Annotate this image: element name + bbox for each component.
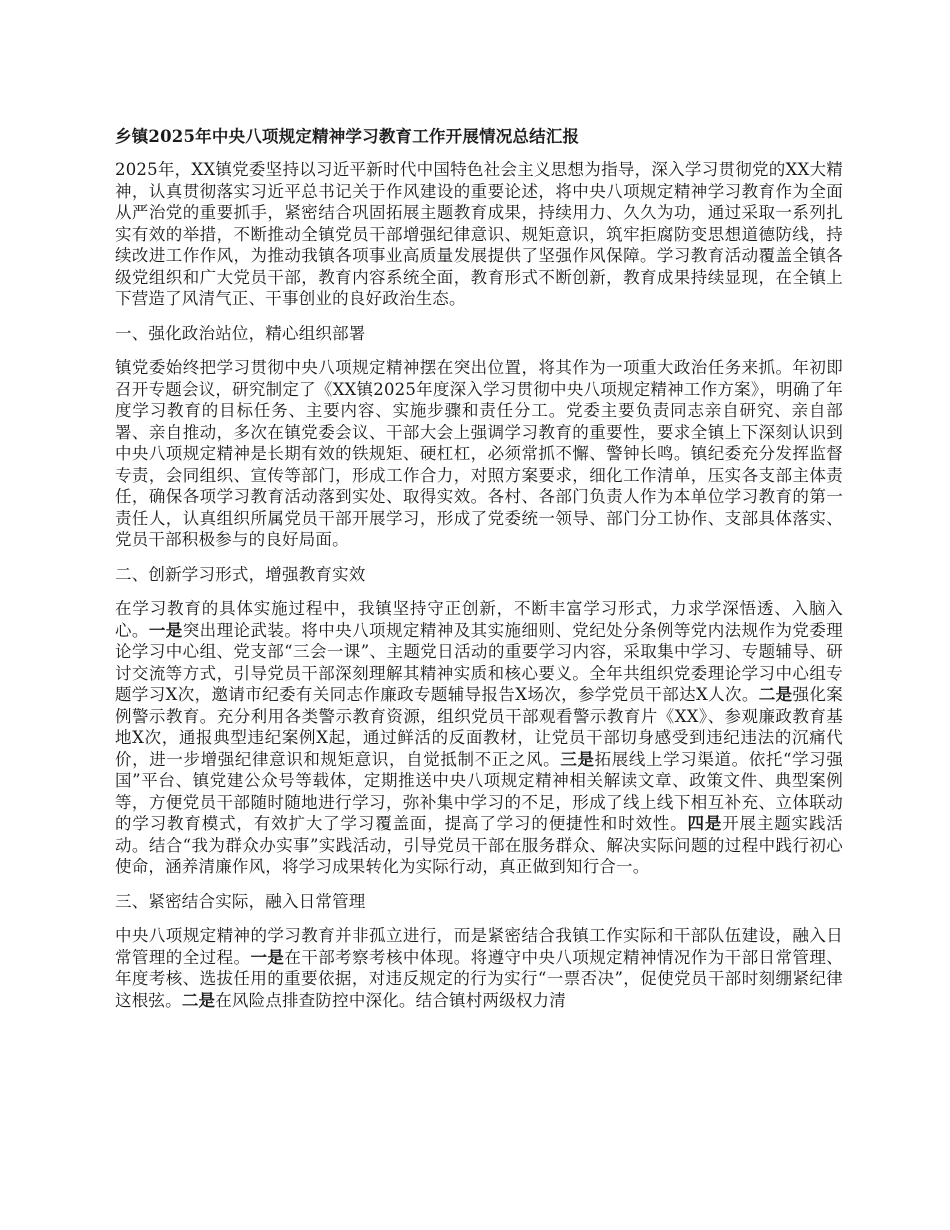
section-2-heading: 二、创新学习形式，增强教育实效	[115, 564, 366, 584]
intro-paragraph: 2025年，XX镇党委坚持以习近平新时代中国特色社会主义思想为指导，深入学习贯彻党的XX大精神，认真贯彻落实习近平总书记关于作风建设的重要论述，将中央八项规定精神学习教育作为全面从严治党的重要抓手，紧密结合巩固拓展主题教育成果，持续用力、久久为功，通过采取一系列扎实有效的举措，不断推动全镇党员干部增强纪律意识、规矩意识，筑牢拒腐防变思想道德防线，持续改进工作作风，为推动我镇各项事业高质量发展提供了坚强作风保障。学习教育活动覆盖全镇各级党组织和广大党员干部，教育内容系统全面，教育形式不断创新，教育成果持续显现，在全镇上下营造了风清气正、干事创业的良好政治生态。	[115, 160, 843, 308]
section-1-heading: 一、强化政治站位，精心组织部署	[115, 323, 366, 343]
section-2-marker-2: 二是	[758, 685, 793, 704]
section-3-marker-2: 二是	[181, 990, 216, 1010]
document-title: 乡镇2025年中央八项规定精神学习教育工作开展情况总结汇报	[115, 127, 580, 146]
section-2-text-4: 拓展线上学习渠道。依托“学习强国”平台、镇党建公众号等载体，定期推送中央八项规定精神相关解读文章、政策文件、典型案例等，方便党员干部随时随地进行学习，弥补集中学习的不足，形成了线上线下相互补充、立体联动的学习教育模式，有效扩大了学习覆盖面，提高了学习的便捷性和时效性。	[115, 749, 844, 833]
section-3-text-3: 在风险点排查防控中深化。结合镇村两级权力清	[215, 990, 566, 1010]
section-2-text-1: 在学习教育的具体实施过程中，我镇坚持守正创新，不断丰富学习形式，力求学深悟透、入脑入心。	[115, 599, 843, 640]
section-3-marker-1: 一是	[250, 947, 285, 967]
section-1-paragraph: 镇党委始终把学习贯彻中央八项规定精神摆在突出位置，将其作为一项重大政治任务来抓。年初即召开专题会议，研究制定了《XX镇2025年度深入学习贯彻中央八项规定精神工作方案》，明确了年度学习教育的目标任务、主要内容、实施步骤和责任分工。党委主要负责同志亲自研究、亲自部署、亲自推动，多次在镇党委会议、干部大会上强调学习教育的重要性，要求全镇上下深刻认识到中央八项规定精神是长期有效的铁规矩、硬杠杠，必须常抓不懈、警钟长鸣。镇纪委充分发挥监督专责，会同组织、宣传等部门，形成工作合力，对照方案要求，细化工作清单，压实各支部主体责任，确保各项学习教育活动落到实处、取得实效。各村、各部门负责人作为本单位学习教育的第一责任人，认真组织所属党员干部开展学习，形成了党委统一领导、部门分工协作、支部具体落实、党员干部积极参与的良好局面。	[115, 358, 843, 549]
section-2-marker-1: 一是	[148, 620, 183, 640]
section-3-text-2: 在干部考察考核中体现。将遵守中央八项规定精神情况作为干部日常管理、年度考核、选拔任用的重要依据，对违反规定的行为实行“一票否决”，促使党员干部时刻绷紧纪律这根弦。	[115, 947, 843, 1010]
section-2-paragraph	[115, 598, 843, 878]
section-3-paragraph	[115, 925, 843, 1011]
section-2-marker-3: 三是	[560, 749, 595, 769]
section-3-text-1: 中央八项规定精神的学习教育并非孤立进行，而是紧密结合我镇工作实际和干部队伍建设，融入日常管理的全过程。	[115, 926, 843, 967]
document-page	[115, 118, 843, 1024]
section-2-text-5: 开展主题实践活动。结合“我为群众办实事”实践活动，引导党员干部在服务群众、解决实际问题的过程中践行初心使命，涵养清廉作风，将学习成果转化为实际行动，真正做到知行合一。	[115, 814, 843, 876]
section-2-text-3: 强化案例警示教育。充分利用各类警示教育资源，组织党员干部观看警示教育片《XX》、参观廉政教育基地X次，通报典型违纪案例X起，通过鲜活的反面教材，让党员干部切身感受到违纪违法的沉痛代价，进一步增强纪律意识和规矩意识，自觉抵制不正之风。	[115, 685, 843, 769]
section-2-marker-4: 四是	[687, 814, 723, 833]
section-3-heading: 三、紧密结合实际，融入日常管理	[115, 891, 366, 911]
section-2-text-2: 突出理论武装。将中央八项规定精神及其实施细则、党纪处分条例等党内法规作为党委理论学习中心组、党支部“三会一课”、主题党日活动的重要学习内容，采取集中学习、专题辅导、研讨交流等方式，引导党员干部深刻理解其精神实质和核心要义。全年共组织党委理论学习中心组专题学习X次，邀请市纪委有关同志作廉政专题辅导报告X场次，参学党员干部达X人次。	[115, 620, 843, 704]
